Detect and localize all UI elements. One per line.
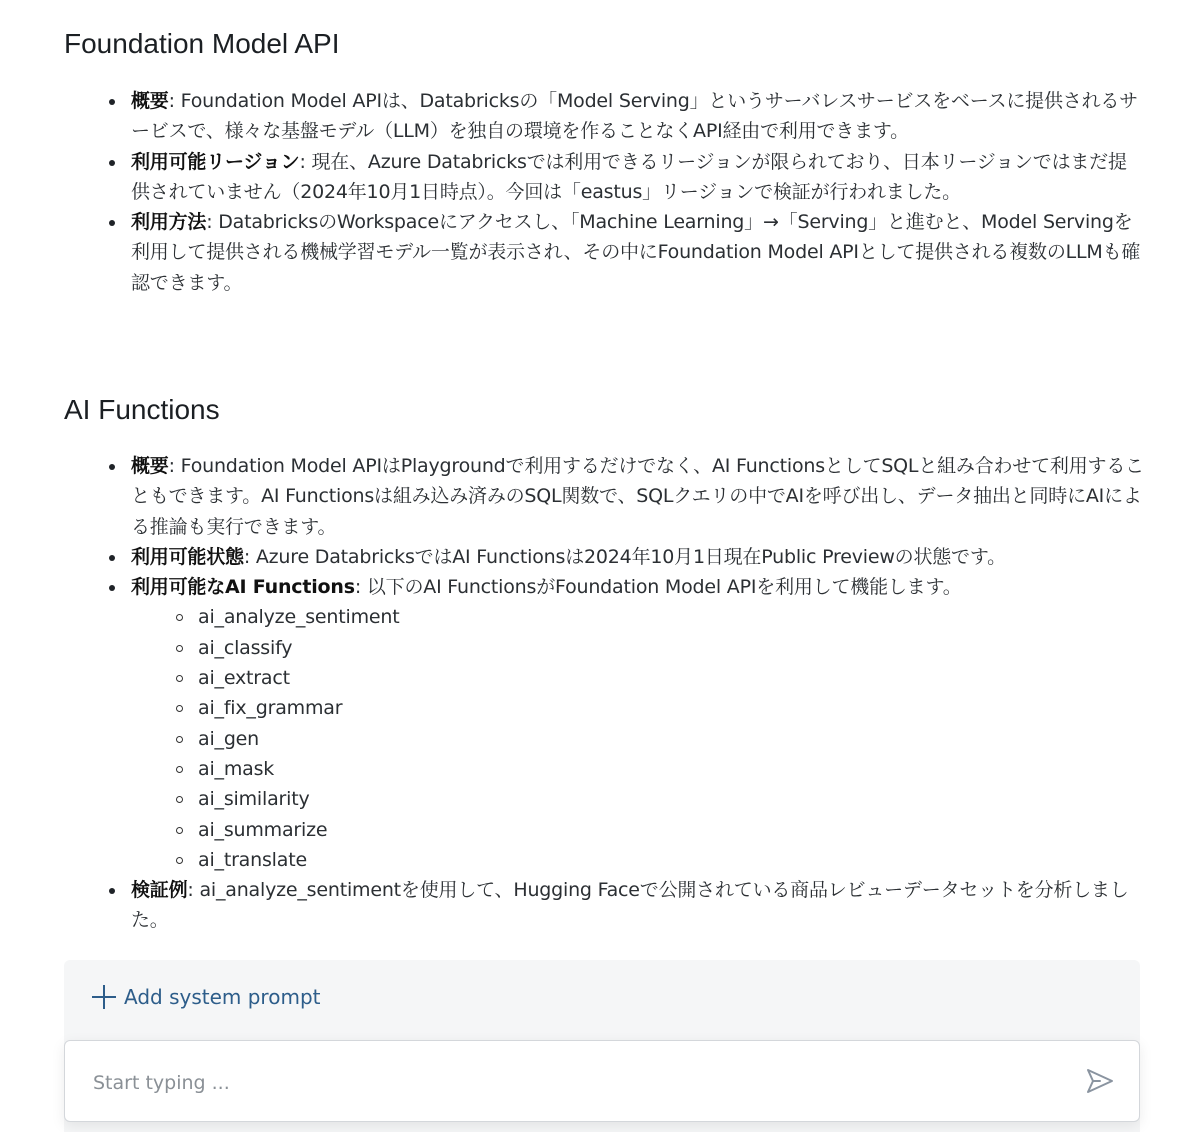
function-item: ai_translate (131, 845, 1144, 875)
section-title-foundation-model-api: Foundation Model API (64, 28, 340, 59)
function-item: ai_mask (131, 754, 1144, 784)
item-label: 検証例 (131, 879, 188, 902)
list-item (64, 572, 1144, 875)
item-text: : DatabricksのWorkspaceにアクセスし、「Machine Learning」→「Serving」と進むと、Model Servingを利用して提供される機械学習モデル一覧が表示され、その中にFoundation Model APIとして提供される複数のLLMも確認できます。 (131, 211, 1141, 294)
function-item: ai_summarize (131, 815, 1144, 845)
chat-input-box (64, 1040, 1140, 1122)
list-item (64, 207, 1144, 298)
list-item (64, 875, 1144, 936)
chat-input[interactable] (91, 1067, 1055, 1099)
ai-functions-sublist (131, 602, 1144, 875)
list-item (64, 147, 1144, 208)
list-item (64, 451, 1144, 542)
function-item: ai_analyze_sentiment (131, 602, 1144, 632)
add-system-prompt-button[interactable] (92, 985, 320, 1009)
foundation-model-api-list (64, 86, 1144, 298)
list-item (64, 86, 1144, 147)
function-item: ai_fix_grammar (131, 693, 1144, 723)
item-text: : ai_analyze_sentimentを使用して、Hugging Faceで公開されている商品レビューデータセットを分析しました。 (131, 879, 1129, 932)
item-text: : 現在、Azure Databricksでは利用できるリージョンが限られており、日本リージョンではまだ提供されていません（2024年10月1日時点）。今回は「eastus」リージョンで検証が行われました。 (131, 150, 1127, 203)
item-label: 利用可能リージョン (131, 150, 300, 173)
plus-icon (92, 985, 116, 1009)
item-text: : Foundation Model APIは、Databricksの「Model Serving」というサーバレスサービスをベースに提供されるサービスで、様々な基盤モデル（LLM）を独自の環境を作ることなくAPI経由で利用できます。 (131, 90, 1138, 143)
section-title-ai-functions: AI Functions (64, 394, 220, 425)
item-label: 利用可能状態 (131, 545, 244, 568)
item-label: 利用方法 (131, 211, 207, 234)
function-item: ai_similarity (131, 784, 1144, 814)
item-label: 概要 (131, 455, 169, 477)
send-button[interactable] (1085, 1067, 1115, 1095)
item-text: : Foundation Model APIはPlaygroundで利用するだけでなく、AI FunctionsとしてSQLと組み合わせて利用することもできます。AI Functionsは組み込み済みのSQL関数で、SQLクエリの中でAIを呼び出し、データ抽出と同時にAIによる推論も実行できます。 (131, 455, 1144, 538)
function-item: ai_classify (131, 633, 1144, 663)
function-item: ai_gen (131, 724, 1144, 754)
item-label: 概要 (131, 90, 169, 112)
list-item (64, 542, 1144, 572)
item-text: : Azure DatabricksではAI Functionsは2024年10月1日現在Public Previewの状態です。 (243, 545, 1006, 568)
function-item: ai_extract (131, 663, 1144, 693)
add-system-prompt-label: Add system prompt (124, 985, 321, 1009)
item-text: : 以下のAI FunctionsがFoundation Model APIを利用して機能します。 (354, 576, 962, 599)
ai-functions-list (64, 451, 1144, 936)
send-icon (1085, 1067, 1115, 1095)
item-label: 利用可能なAI Functions (131, 576, 355, 599)
